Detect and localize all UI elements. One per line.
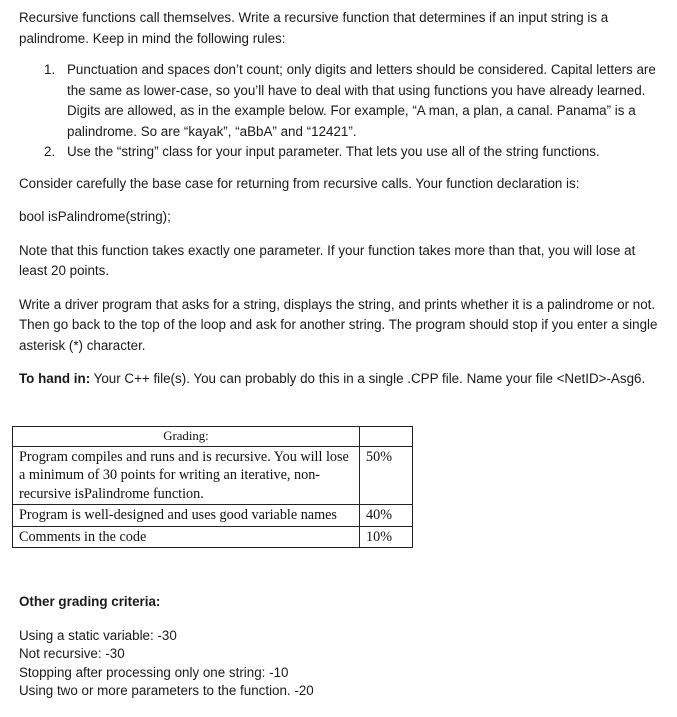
rules-list	[19, 60, 659, 163]
table-row	[13, 505, 413, 527]
other-grading-heading-text: Other grading criteria:	[19, 594, 161, 609]
rule-number: 1.	[44, 62, 56, 77]
penalty-item: Using a static variable: -30	[19, 628, 177, 644]
rule-text: Use the “string” class for your input parameter. That lets you use all of the string functions.	[67, 144, 600, 159]
rule-number: 2.	[44, 144, 56, 159]
criterion-cell: Program compiles and runs and is recursive. You will lose a minimum of 30 points for writing an iterative, non-recursive isPalindrome function.	[13, 446, 360, 505]
hand-in-label: To hand in:	[19, 371, 91, 386]
grading-header-empty-cell	[360, 427, 413, 447]
driver-paragraph: Write a driver program that asks for a string, displays the string, and prints whether it is a palindrome or not. Then go back to the top of the loop and ask for another string. The program should stop if you enter a single asterisk (*) character.	[19, 296, 658, 353]
table-row	[13, 446, 413, 505]
grading-header-row	[13, 427, 413, 447]
penalty-item: Using two or more parameters to the function. -20	[19, 682, 314, 698]
one-parameter-note: Note that this function takes exactly one parameter. If your function takes more than that, you will lose at least 20 points.	[19, 242, 636, 278]
base-case-paragraph: Consider carefully the base case for returning from recursive calls. Your function declaration is:	[19, 175, 580, 191]
other-grading-section	[19, 593, 659, 700]
assignment-document	[19, 8, 659, 390]
grading-header: Grading:	[13, 427, 360, 447]
penalty-item: Stopping after processing only one string: -10	[19, 664, 289, 680]
points-cell: 40%	[360, 505, 413, 527]
penalty-item: Not recursive: -30	[19, 646, 125, 662]
hand-in-paragraph	[19, 369, 659, 390]
intro-paragraph: Recursive functions call themselves. Write a recursive function that determines if an input string is a palindrome. Keep in mind the following rules:	[19, 10, 609, 46]
rule-item	[19, 60, 659, 142]
rule-item	[19, 142, 659, 163]
other-grading-heading	[19, 593, 659, 611]
rule-text: Punctuation and spaces don’t count; only digits and letters should be considered. Capital letters are the same as lower-case, so you’ll have to deal with that using functions you have already learned. Digits are allowed, as in the example below. For example, “A man, a plan, a canal. Panama” is a palindrome. So are “kayak”, “aBbA” and “12421”.	[67, 62, 656, 139]
hand-in-text: Your C++ file(s). You can probably do this in a single .CPP file. Name your file <NetID>-Asg6.	[90, 371, 646, 386]
criterion-cell: Comments in the code	[13, 526, 360, 548]
points-cell: 10%	[360, 526, 413, 548]
criterion-cell: Program is well-designed and uses good variable names	[13, 505, 360, 527]
function-declaration: bool isPalindrome(string);	[19, 209, 171, 224]
table-row	[13, 526, 413, 548]
grading-table	[12, 426, 413, 548]
points-cell: 50%	[360, 446, 413, 505]
